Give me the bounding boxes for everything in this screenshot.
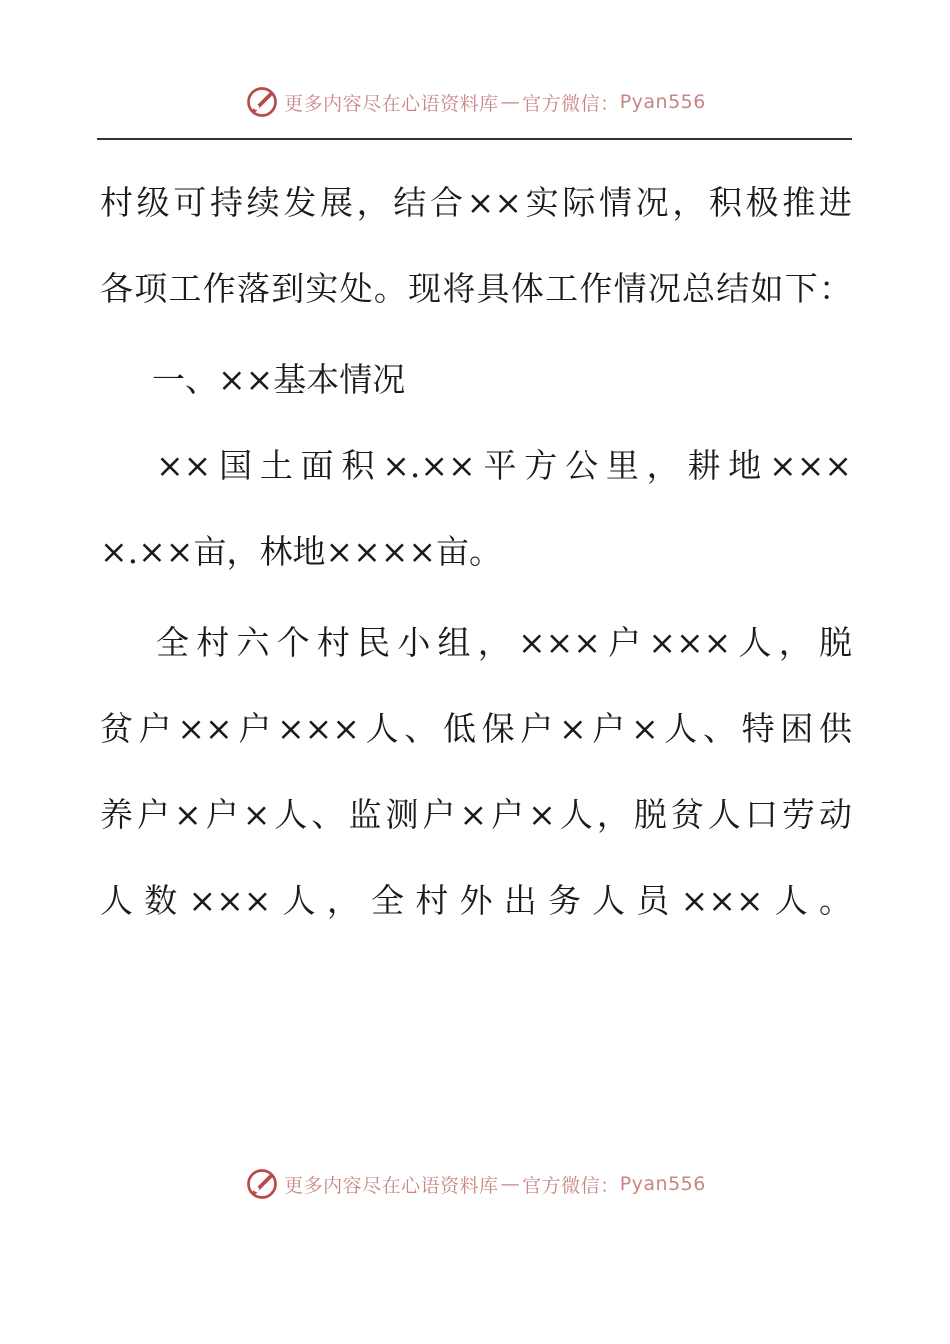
header-wechat-id: Pyan556 xyxy=(619,91,706,113)
document-body xyxy=(100,160,852,944)
body-line: 各项工作落到实处。现将具体工作情况总结如下： xyxy=(100,269,852,308)
footer-wechat-label: 官方微信： xyxy=(522,1174,620,1197)
body-line: 人数×××人，全村外出务人员×××人。 xyxy=(100,881,852,920)
body-line: 养户×户×人、监测户×户×人，脱贫人口劳动 xyxy=(100,795,852,834)
pen-circle-logo-icon xyxy=(244,1166,280,1202)
body-line: 贫户××户×××人、低保户×户×人、特困供 xyxy=(100,709,852,748)
footer-banner-text: 更多内容尽在心语资料库 xyxy=(284,1174,499,1197)
body-line: ×.××亩，林地××××亩。 xyxy=(100,532,503,571)
section-heading: 一、××基本情况 xyxy=(152,360,406,399)
body-line: 全村六个村民小组，×××户×××人，脱 xyxy=(156,623,852,662)
body-line: ××国土面积×.××平方公里，耕地××× xyxy=(156,446,852,485)
header-banner-separator: — xyxy=(500,91,521,113)
pen-circle-logo-icon xyxy=(244,84,280,120)
header-banner-text: 更多内容尽在心语资料库 xyxy=(284,92,499,115)
header-wechat-label: 官方微信： xyxy=(522,92,620,115)
footer-wechat-id: Pyan556 xyxy=(619,1173,706,1195)
header-divider xyxy=(97,138,852,140)
footer-banner xyxy=(0,1164,950,1204)
footer-banner-separator: — xyxy=(500,1173,521,1195)
header-banner xyxy=(0,82,950,122)
body-line: 村级可持续发展，结合××实际情况，积极推进 xyxy=(100,183,852,222)
